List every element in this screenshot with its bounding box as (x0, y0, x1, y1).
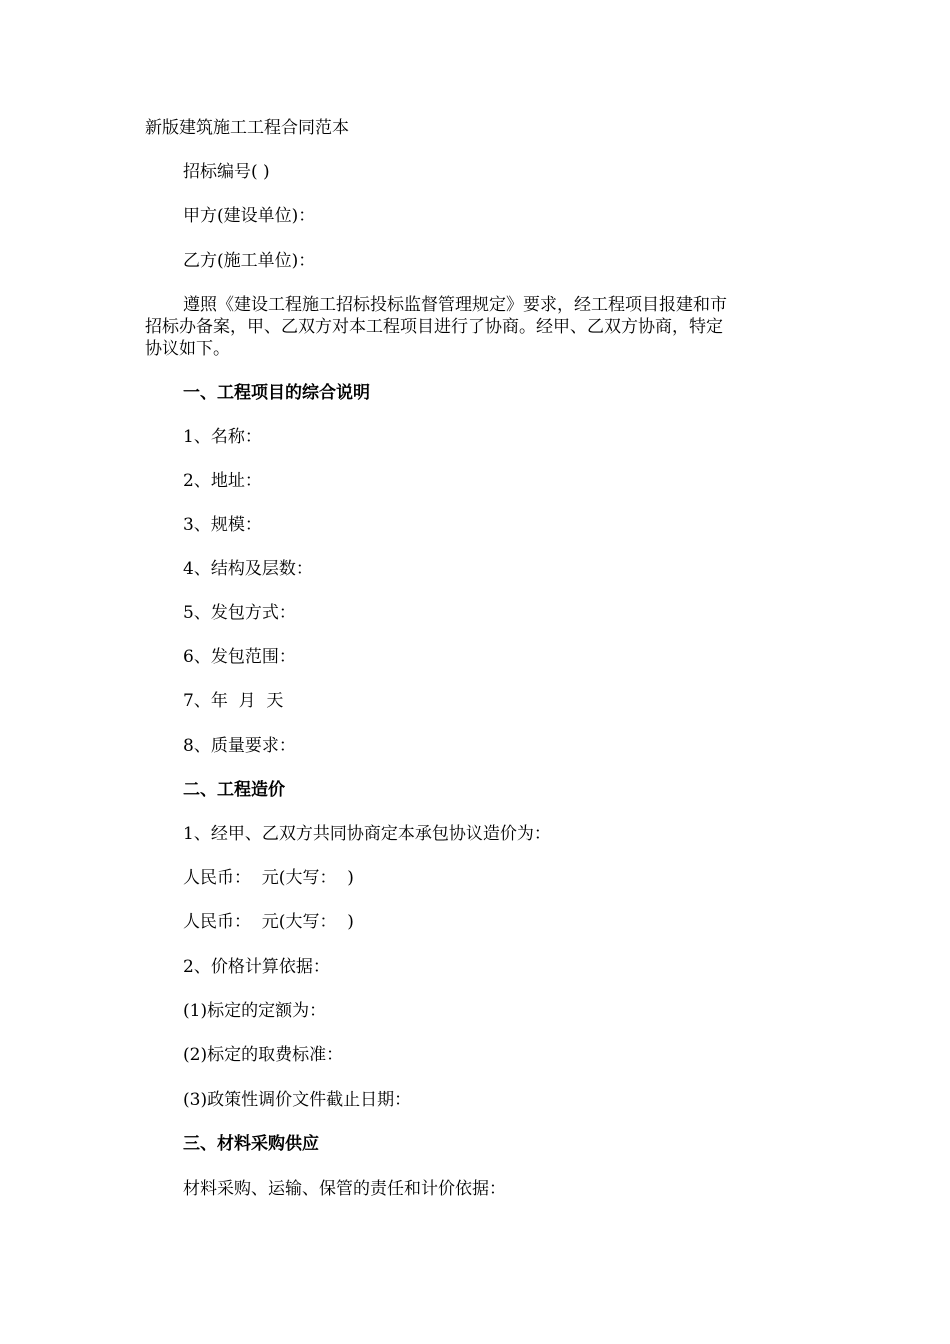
price-basis-item: (1)标定的定额为： (183, 1001, 327, 1021)
section-1-item: 8、质量要求： (183, 736, 296, 756)
intro-line-2: 招标办备案，甲、乙双方对本工程项目进行了协商。经甲、乙双方协商，特定 (145, 317, 723, 337)
price-basis-item: (3)政策性调价文件截止日期： (183, 1090, 412, 1110)
party-b: 乙方(施工单位)： (183, 251, 316, 271)
section-1-item: 2、地址： (183, 471, 262, 491)
section-1-item: 7、年 月 天 (183, 691, 284, 711)
document-title: 新版建筑施工工程合同范本 (145, 118, 349, 138)
section-2-heading: 二、工程造价 (183, 780, 285, 800)
section-1-item: 1、名称： (183, 427, 262, 447)
section-1-item: 4、结构及层数： (183, 559, 313, 579)
section-1-heading: 一、工程项目的综合说明 (183, 383, 370, 403)
section-3-heading: 三、材料采购供应 (183, 1134, 319, 1154)
intro-line-3: 协议如下。 (145, 339, 230, 359)
party-a: 甲方(建设单位)： (183, 206, 316, 226)
intro-paragraph (145, 294, 800, 360)
tender-number: 招标编号( ) (183, 162, 270, 182)
section-1-item: 6、发包范围： (183, 647, 296, 667)
section-1-item: 3、规模： (183, 515, 262, 535)
rmb-line: 人民币： 元(大写： ) (183, 912, 354, 932)
price-basis: 2、价格计算依据： (183, 957, 330, 977)
price-agreement: 1、经甲、乙双方共同协商定本承包协议造价为： (183, 824, 551, 844)
price-basis-item: (2)标定的取费标准： (183, 1045, 344, 1065)
rmb-line: 人民币： 元(大写： ) (183, 868, 354, 888)
intro-line-1: 遵照《建设工程施工招标投标监督管理规定》要求，经工程项目报建和市 (183, 295, 727, 315)
section-1-item: 5、发包方式： (183, 603, 296, 623)
materials-text: 材料采购、运输、保管的责任和计价依据： (183, 1179, 506, 1199)
